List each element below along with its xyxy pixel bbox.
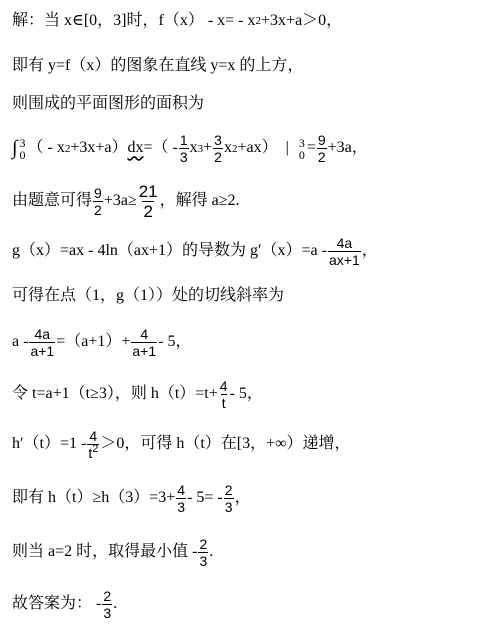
- fraction: [328, 235, 361, 268]
- fraction: [317, 132, 327, 165]
- lower-limit: 0: [298, 147, 305, 162]
- text: .: [113, 595, 118, 613]
- denominator: [87, 444, 99, 461]
- line-8: [12, 326, 479, 359]
- fraction: [93, 185, 103, 218]
- upper-limit: 3: [19, 135, 26, 150]
- line-12: [12, 536, 479, 569]
- numerator: 4: [89, 428, 98, 444]
- text: a -: [12, 333, 29, 351]
- denominator: 3: [179, 149, 188, 165]
- fraction: [224, 482, 234, 515]
- text: ，: [361, 242, 378, 260]
- line-5: [12, 182, 479, 221]
- fraction: [138, 182, 159, 221]
- text: 即有 y=f（x）的图象在直线 y=x 的上方，: [12, 57, 304, 74]
- text: h′（t）=1 -: [12, 435, 87, 453]
- denominator: 3: [177, 499, 186, 515]
- text: 令 t=a+1（t≥3），则 h（t）=t+: [12, 385, 218, 403]
- line-9: [12, 378, 479, 411]
- text: +ax）: [237, 139, 278, 157]
- numerator: 2: [224, 482, 233, 498]
- numerator: 4a: [34, 326, 51, 342]
- numerator: 4a: [336, 235, 353, 251]
- text: ，解得 a≥2.: [159, 192, 240, 210]
- text: .: [209, 543, 214, 561]
- denominator: t: [221, 395, 226, 411]
- text: 可得在点（1，g（1））处的切线斜率为: [12, 287, 285, 304]
- denominator: 2: [317, 149, 326, 165]
- fraction: [102, 588, 112, 621]
- line-3: [12, 95, 479, 113]
- numerator: 9: [317, 132, 326, 148]
- text: =: [306, 139, 316, 157]
- text: 故答案为： -: [12, 595, 102, 613]
- evaluation-bar: |: [285, 139, 289, 157]
- superscript: 2: [92, 443, 99, 455]
- fraction: [176, 482, 186, 515]
- numerator: 9: [94, 185, 102, 201]
- line-11: [12, 482, 479, 515]
- denominator: 3: [224, 499, 233, 515]
- text: （ - x: [27, 139, 65, 157]
- numerator: 4: [219, 378, 228, 394]
- fraction: [87, 428, 99, 461]
- text: =（ -: [143, 139, 178, 157]
- denominator: a+1: [132, 343, 157, 359]
- dx: dx: [127, 139, 144, 157]
- numerator: 2: [199, 536, 208, 552]
- text: x: [223, 139, 232, 157]
- text: g（x）=ax - 4ln（ax+1）的导数为 g′（x）=a -: [12, 242, 327, 260]
- line-13: [12, 588, 479, 621]
- denominator: 2: [143, 202, 153, 221]
- numerator: 1: [179, 132, 188, 148]
- integral-limits: [19, 137, 25, 161]
- text: 则围成的平面图形的面积为: [12, 95, 205, 112]
- text: x: [189, 139, 198, 157]
- text: ＞0，可得 h（t）在[3，+∞）递增，: [100, 435, 351, 453]
- line-10: [12, 428, 479, 461]
- text: - 5，: [158, 333, 192, 351]
- numerator: 4: [140, 326, 149, 342]
- text: +3x+a）: [70, 139, 128, 157]
- fraction: [29, 326, 55, 359]
- text: - 5，: [229, 385, 263, 403]
- upper-limit: 3: [298, 135, 305, 150]
- evaluation-limits: [299, 137, 305, 161]
- denominator-base: t: [88, 445, 93, 461]
- text: =（a+1）+: [56, 333, 131, 351]
- text: - 5= -: [187, 489, 223, 507]
- fraction: [131, 326, 157, 359]
- line-1: 解：当 x∈[0，3]时，f（x） - x= - x 2 +3x+a＞0，: [12, 12, 343, 29]
- denominator: 3: [103, 605, 112, 621]
- text: 由题意可得: [12, 192, 93, 210]
- numerator: 3: [214, 132, 222, 148]
- denominator: 2: [214, 149, 222, 165]
- fraction: [213, 132, 223, 165]
- lower-limit: 0: [19, 147, 26, 162]
- denominator: 3: [199, 553, 208, 569]
- text: +3x+a＞0，: [261, 12, 343, 29]
- text: 则当 a=2 时，取得最小值 -: [12, 543, 198, 561]
- fraction: [198, 536, 208, 569]
- line-7: [12, 287, 479, 305]
- integral-sign: ∫: [12, 137, 18, 159]
- text: 即有 h（t）≥h（3）=3+: [12, 489, 176, 507]
- line-2: [12, 57, 479, 75]
- line-6: [12, 235, 479, 268]
- numerator: 4: [177, 482, 186, 498]
- text: +3a≥: [103, 192, 137, 210]
- numerator: 21: [138, 182, 158, 201]
- line-4-integral: ∫ 3 0 （ - x 2 +3x+a） dx =（ - $\frac{1}{3}$ x 3 + $\frac{3}{2}$ x 2 +ax） | 3 0 = $\frac{9}{2}$ +3a，: [12, 132, 368, 165]
- numerator: 2: [103, 588, 112, 604]
- fraction: [179, 132, 189, 165]
- text: +3a，: [327, 139, 368, 157]
- denominator: a+1: [30, 343, 55, 359]
- denominator: 2: [94, 202, 102, 218]
- text: ，: [234, 489, 251, 507]
- text: 解：当 x∈[0，3]时，f（x） - x= - x: [12, 12, 256, 29]
- denominator: ax+1: [328, 252, 360, 268]
- text: +: [203, 139, 213, 157]
- fraction: [219, 378, 229, 411]
